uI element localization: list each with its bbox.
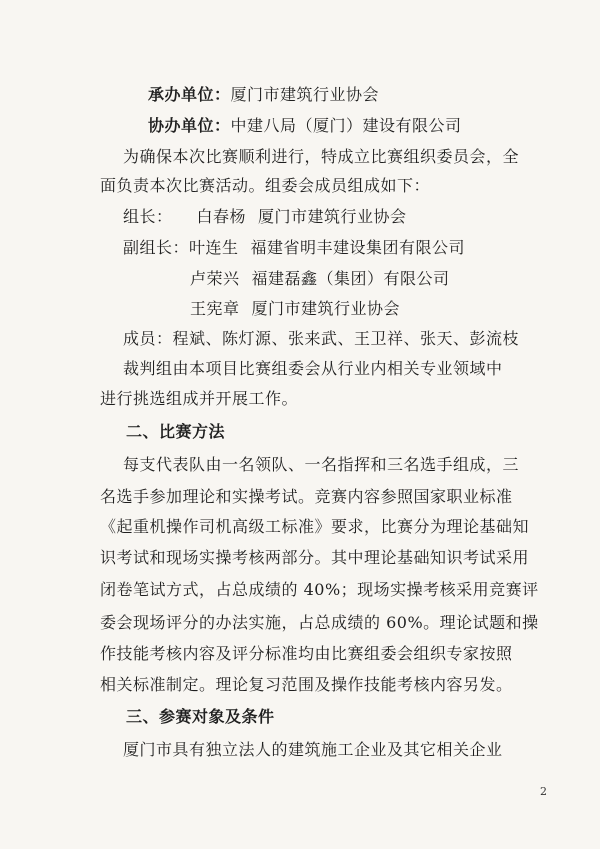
host-unit-line [148,84,379,106]
leader-name: 白春杨 [196,207,247,226]
host-unit-label: 承办单位： [148,85,231,104]
section-2-line: 名选手参加理论和实操考试。竞赛内容参照国家职业标准 [100,487,513,506]
co-unit-value: 中建八局（厦门）建设有限公司 [230,116,462,135]
deputy-line-3 [190,298,400,320]
host-unit-value: 厦门市建筑行业协会 [230,85,380,104]
deputy-org: 厦门市建筑行业协会 [251,299,401,318]
section-2-line: 委会现场评分的办法实施，占总成绩的 60%。理论试题和操 [100,613,539,632]
deputy-name: 王宪章 [190,299,240,318]
deputy-org: 福建磊鑫（集团）有限公司 [251,269,450,288]
section-3-line: 厦门市具有独立法人的建筑施工企业及其它相关企业 [123,740,503,759]
section-2-line: 每支代表队由一名领队、一名指挥和三名选手组成，三 [123,455,520,474]
leader-org: 厦门市建筑行业协会 [258,207,407,226]
leader-line [123,206,407,228]
committee-intro-line-1: 为确保本次比赛顺利进行，特成立比赛组织委员会，全 [123,147,520,166]
jury-line-1: 裁判组由本项目比赛组委会从行业内相关专业领域中 [123,359,503,378]
deputy-line-1 [123,237,465,259]
deputy-name: 叶连生 [189,238,239,257]
section-2-heading: 二、比赛方法 [126,422,226,441]
deputy-name: 卢荣兴 [190,269,240,288]
co-unit-line [148,115,462,137]
committee-intro-line-2: 面负责本次比赛活动。组委会成员组成如下： [100,176,431,195]
page-number: 2 [540,785,547,798]
section-2-line: 相关标准制定。理论复习范围及操作技能考核内容另发。 [100,675,513,694]
section-2-line: 作技能考核内容及评分标准均由比赛组委会组织专家按照 [100,644,513,663]
section-3-heading: 三、参赛对象及条件 [126,707,275,726]
deputy-line-2 [190,268,450,290]
jury-line-2: 进行挑选组成并开展工作。 [100,389,299,408]
section-2-line: 识考试和现场实操考核两部分。其中理论基础知识考试采用 [100,548,530,567]
deputy-org: 福建省明丰建设集团有限公司 [250,238,466,257]
co-unit-label: 协办单位： [148,116,231,135]
section-2-line: 《起重机操作司机高级工标准》要求，比赛分为理论基础知 [100,517,530,536]
members-line: 成员：程斌、陈灯源、张来武、王卫祥、张天、彭流枝 [123,329,520,348]
section-2-line: 闭卷笔试方式，占总成绩的 40%；现场实操考核采用竞赛评 [100,580,539,599]
leader-title: 组长： [123,207,173,226]
deputy-title: 副组长： [123,238,190,257]
